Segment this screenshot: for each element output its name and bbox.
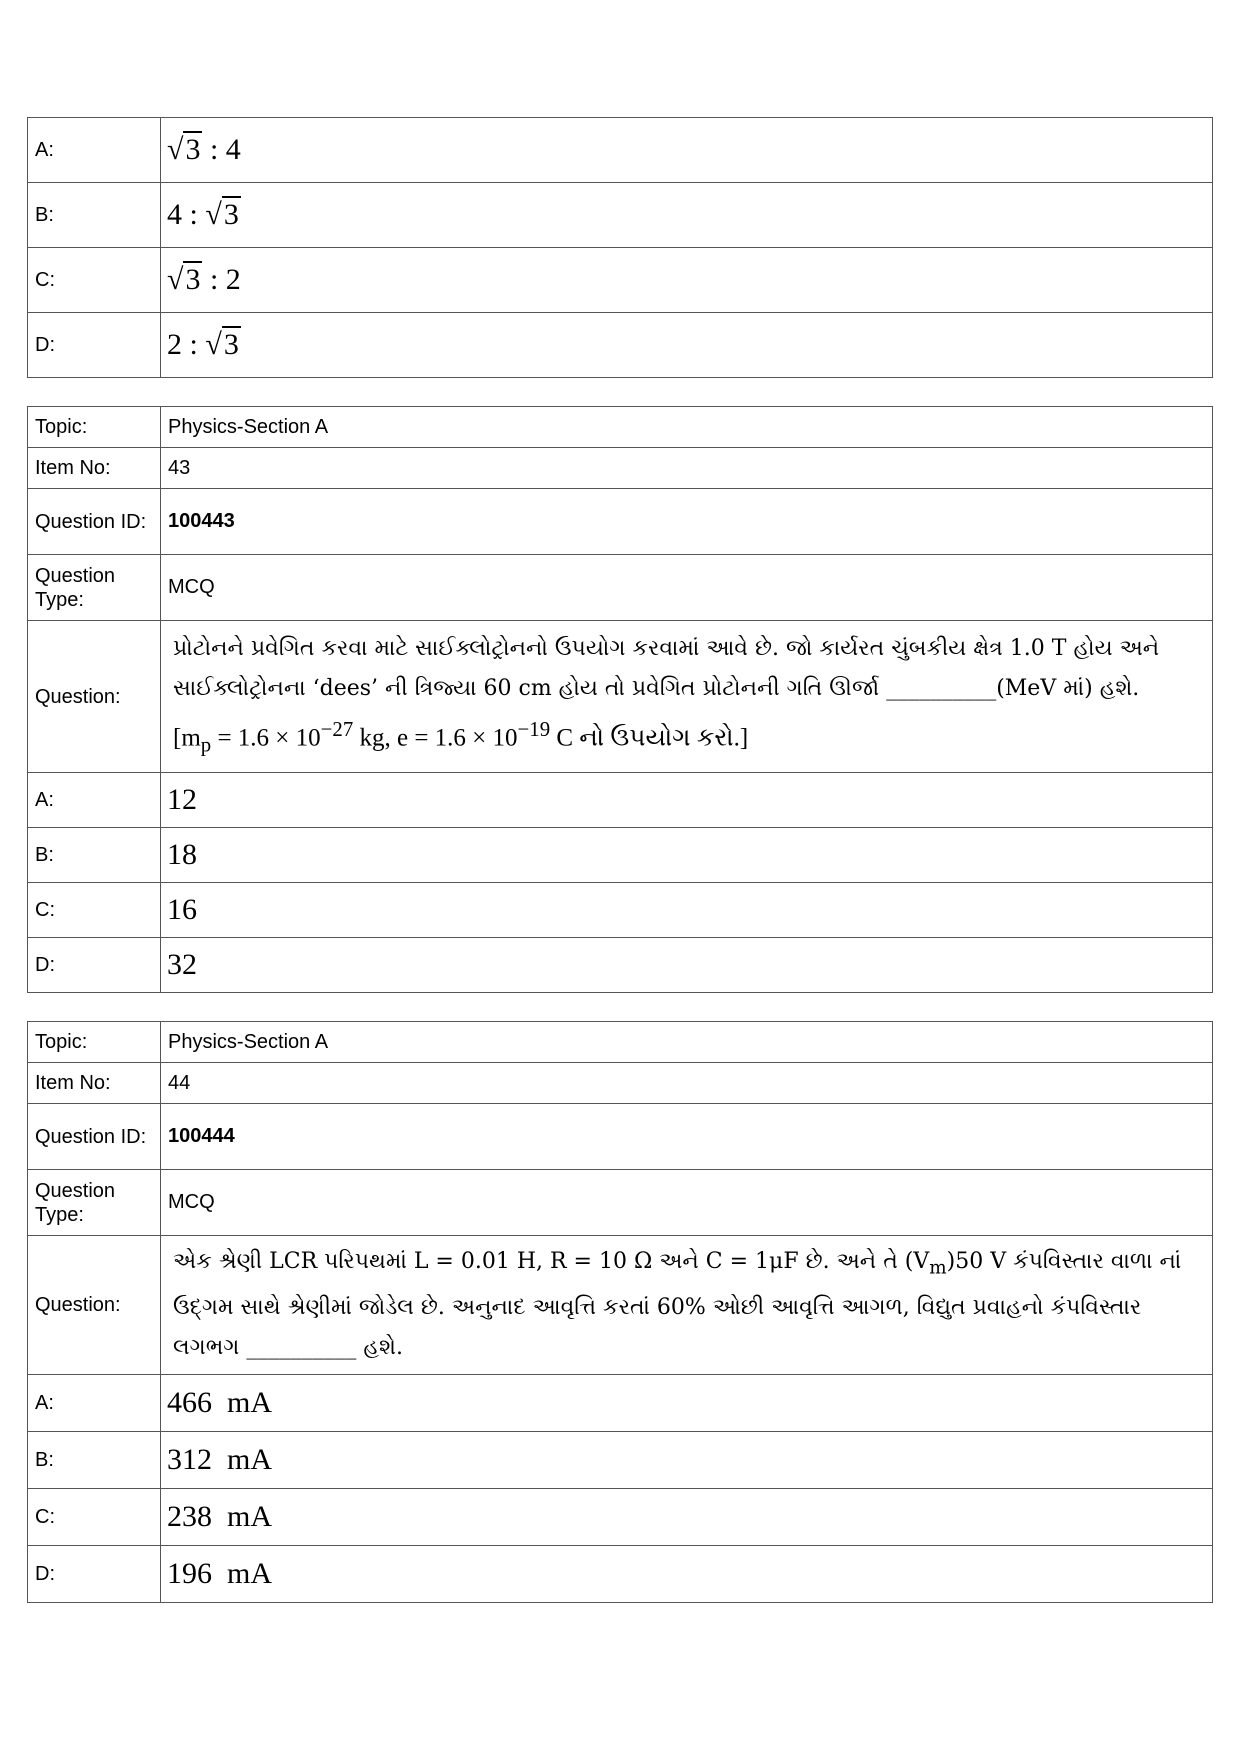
- item-no-row: [28, 1063, 1213, 1104]
- option-row-d: [28, 938, 1213, 993]
- option-value: √3 : 4: [161, 118, 1213, 183]
- topic-row: [28, 1022, 1213, 1063]
- option-row-a: [28, 118, 1213, 183]
- option-row-b: [28, 828, 1213, 883]
- sqrt-symbol: √3: [167, 263, 201, 296]
- option-value: 2 : √3: [161, 313, 1213, 378]
- question-id-value: 100443: [161, 489, 1213, 555]
- question-text: [161, 621, 1213, 773]
- option-label: B:: [28, 1432, 161, 1489]
- question-line: [$m_p = 1.6 \times 10^{-27}$ kg, $e = 1.6 \times 10^{-19}$ C નો ઉપયોગ કરો.]: [173, 716, 749, 757]
- topic-label: Topic:: [28, 1022, 161, 1063]
- topic-row: [28, 407, 1213, 448]
- sqrt-symbol: √3: [167, 133, 201, 166]
- item-no-row: [28, 448, 1213, 489]
- topic-value: Physics-Section A: [161, 1022, 1213, 1063]
- option-row-b: [28, 183, 1213, 248]
- question-type-value: MCQ: [161, 555, 1213, 621]
- option-row-c: [28, 883, 1213, 938]
- option-value: √3 : 2: [161, 248, 1213, 313]
- question-type-row: [28, 1170, 1213, 1236]
- option-value: 238 mA: [161, 1489, 1213, 1546]
- option-value: 4 : √3: [161, 183, 1213, 248]
- sqrt-symbol: √3: [205, 328, 239, 361]
- option-value: 32: [161, 938, 1213, 993]
- option-label: A:: [28, 1375, 161, 1432]
- previous-question-options-table: [27, 117, 1213, 378]
- option-label: C:: [28, 248, 161, 313]
- option-row-c: [28, 248, 1213, 313]
- question-id-row: [28, 489, 1213, 555]
- question-text: [161, 1236, 1213, 1375]
- question-type-value: MCQ: [161, 1170, 1213, 1236]
- question-44-table: [27, 1021, 1213, 1603]
- question-type-row: [28, 555, 1213, 621]
- option-value: 312 mA: [161, 1432, 1213, 1489]
- question-id-row: [28, 1104, 1213, 1170]
- option-value: 196 mA: [161, 1546, 1213, 1603]
- option-label: A:: [28, 773, 161, 828]
- option-label: B:: [28, 183, 161, 248]
- question-type-label: Question Type:: [28, 555, 161, 621]
- option-row-b: [28, 1432, 1213, 1489]
- item-no-value: 43: [161, 448, 1213, 489]
- question-row: [28, 1236, 1213, 1375]
- option-label: D:: [28, 938, 161, 993]
- question-id-value: 100444: [161, 1104, 1213, 1170]
- question-label: Question:: [28, 621, 161, 773]
- option-row-a: [28, 773, 1213, 828]
- option-row-a: [28, 1375, 1213, 1432]
- option-value: 466 mA: [161, 1375, 1213, 1432]
- topic-value: Physics-Section A: [161, 407, 1213, 448]
- option-row-c: [28, 1489, 1213, 1546]
- option-value: 18: [161, 828, 1213, 883]
- item-no-label: Item No:: [28, 1063, 161, 1104]
- question-row: [28, 621, 1213, 773]
- item-no-value: 44: [161, 1063, 1213, 1104]
- question-type-label: Question Type:: [28, 1170, 161, 1236]
- option-label: C:: [28, 883, 161, 938]
- question-line: પ્રોટોનને પ્રવેગિત કરવા માટે સાઈક્લોટ્રોનનો ઉપયોગ કરવામાં આવે છે. જો કાર્યરત ચુંબકીય ક્ષેત્ર 1.0 T હોય અને: [173, 635, 1160, 661]
- question-line: સાઈક્લોટ્રોનના ‘dees’ ની ત્રિજ્યા 60 cm હોય તો પ્રવેગિત પ્રોટોનની ગતિ ઊર્જા __________(MeV માં) હશે.: [173, 675, 1140, 701]
- question-line: લગભગ __________ હશે.: [173, 1335, 403, 1361]
- question-43-table: [27, 406, 1213, 993]
- option-value: 16: [161, 883, 1213, 938]
- item-no-label: Item No:: [28, 448, 161, 489]
- option-label: D:: [28, 313, 161, 378]
- option-label: D:: [28, 1546, 161, 1603]
- option-row-d: [28, 1546, 1213, 1603]
- option-label: A:: [28, 118, 161, 183]
- option-label: C:: [28, 1489, 161, 1546]
- option-row-d: [28, 313, 1213, 378]
- topic-label: Topic:: [28, 407, 161, 448]
- question-id-label: Question ID:: [28, 489, 161, 555]
- question-line: એક શ્રેણી LCR પરિપથમાં L = 0.01 H, R = 10 Ω અને C = 1μF છે. અને તે $(V_m)50$ V કંપવિસ્તાર વાળા નાં: [173, 1249, 1182, 1279]
- question-label: Question:: [28, 1236, 161, 1375]
- option-value: 12: [161, 773, 1213, 828]
- question-id-label: Question ID:: [28, 1104, 161, 1170]
- sqrt-symbol: √3: [205, 198, 239, 231]
- question-line: ઉદ્‌ગમ સાથે શ્રેણીમાં જોડેલ છે. અનુનાદ આવૃત્તિ કરતાં 60% ઓછી આવૃત્તિ આગળ, વિદ્યુત પ્રવાહનો કંપવિસ્તાર: [173, 1295, 1142, 1321]
- option-label: B:: [28, 828, 161, 883]
